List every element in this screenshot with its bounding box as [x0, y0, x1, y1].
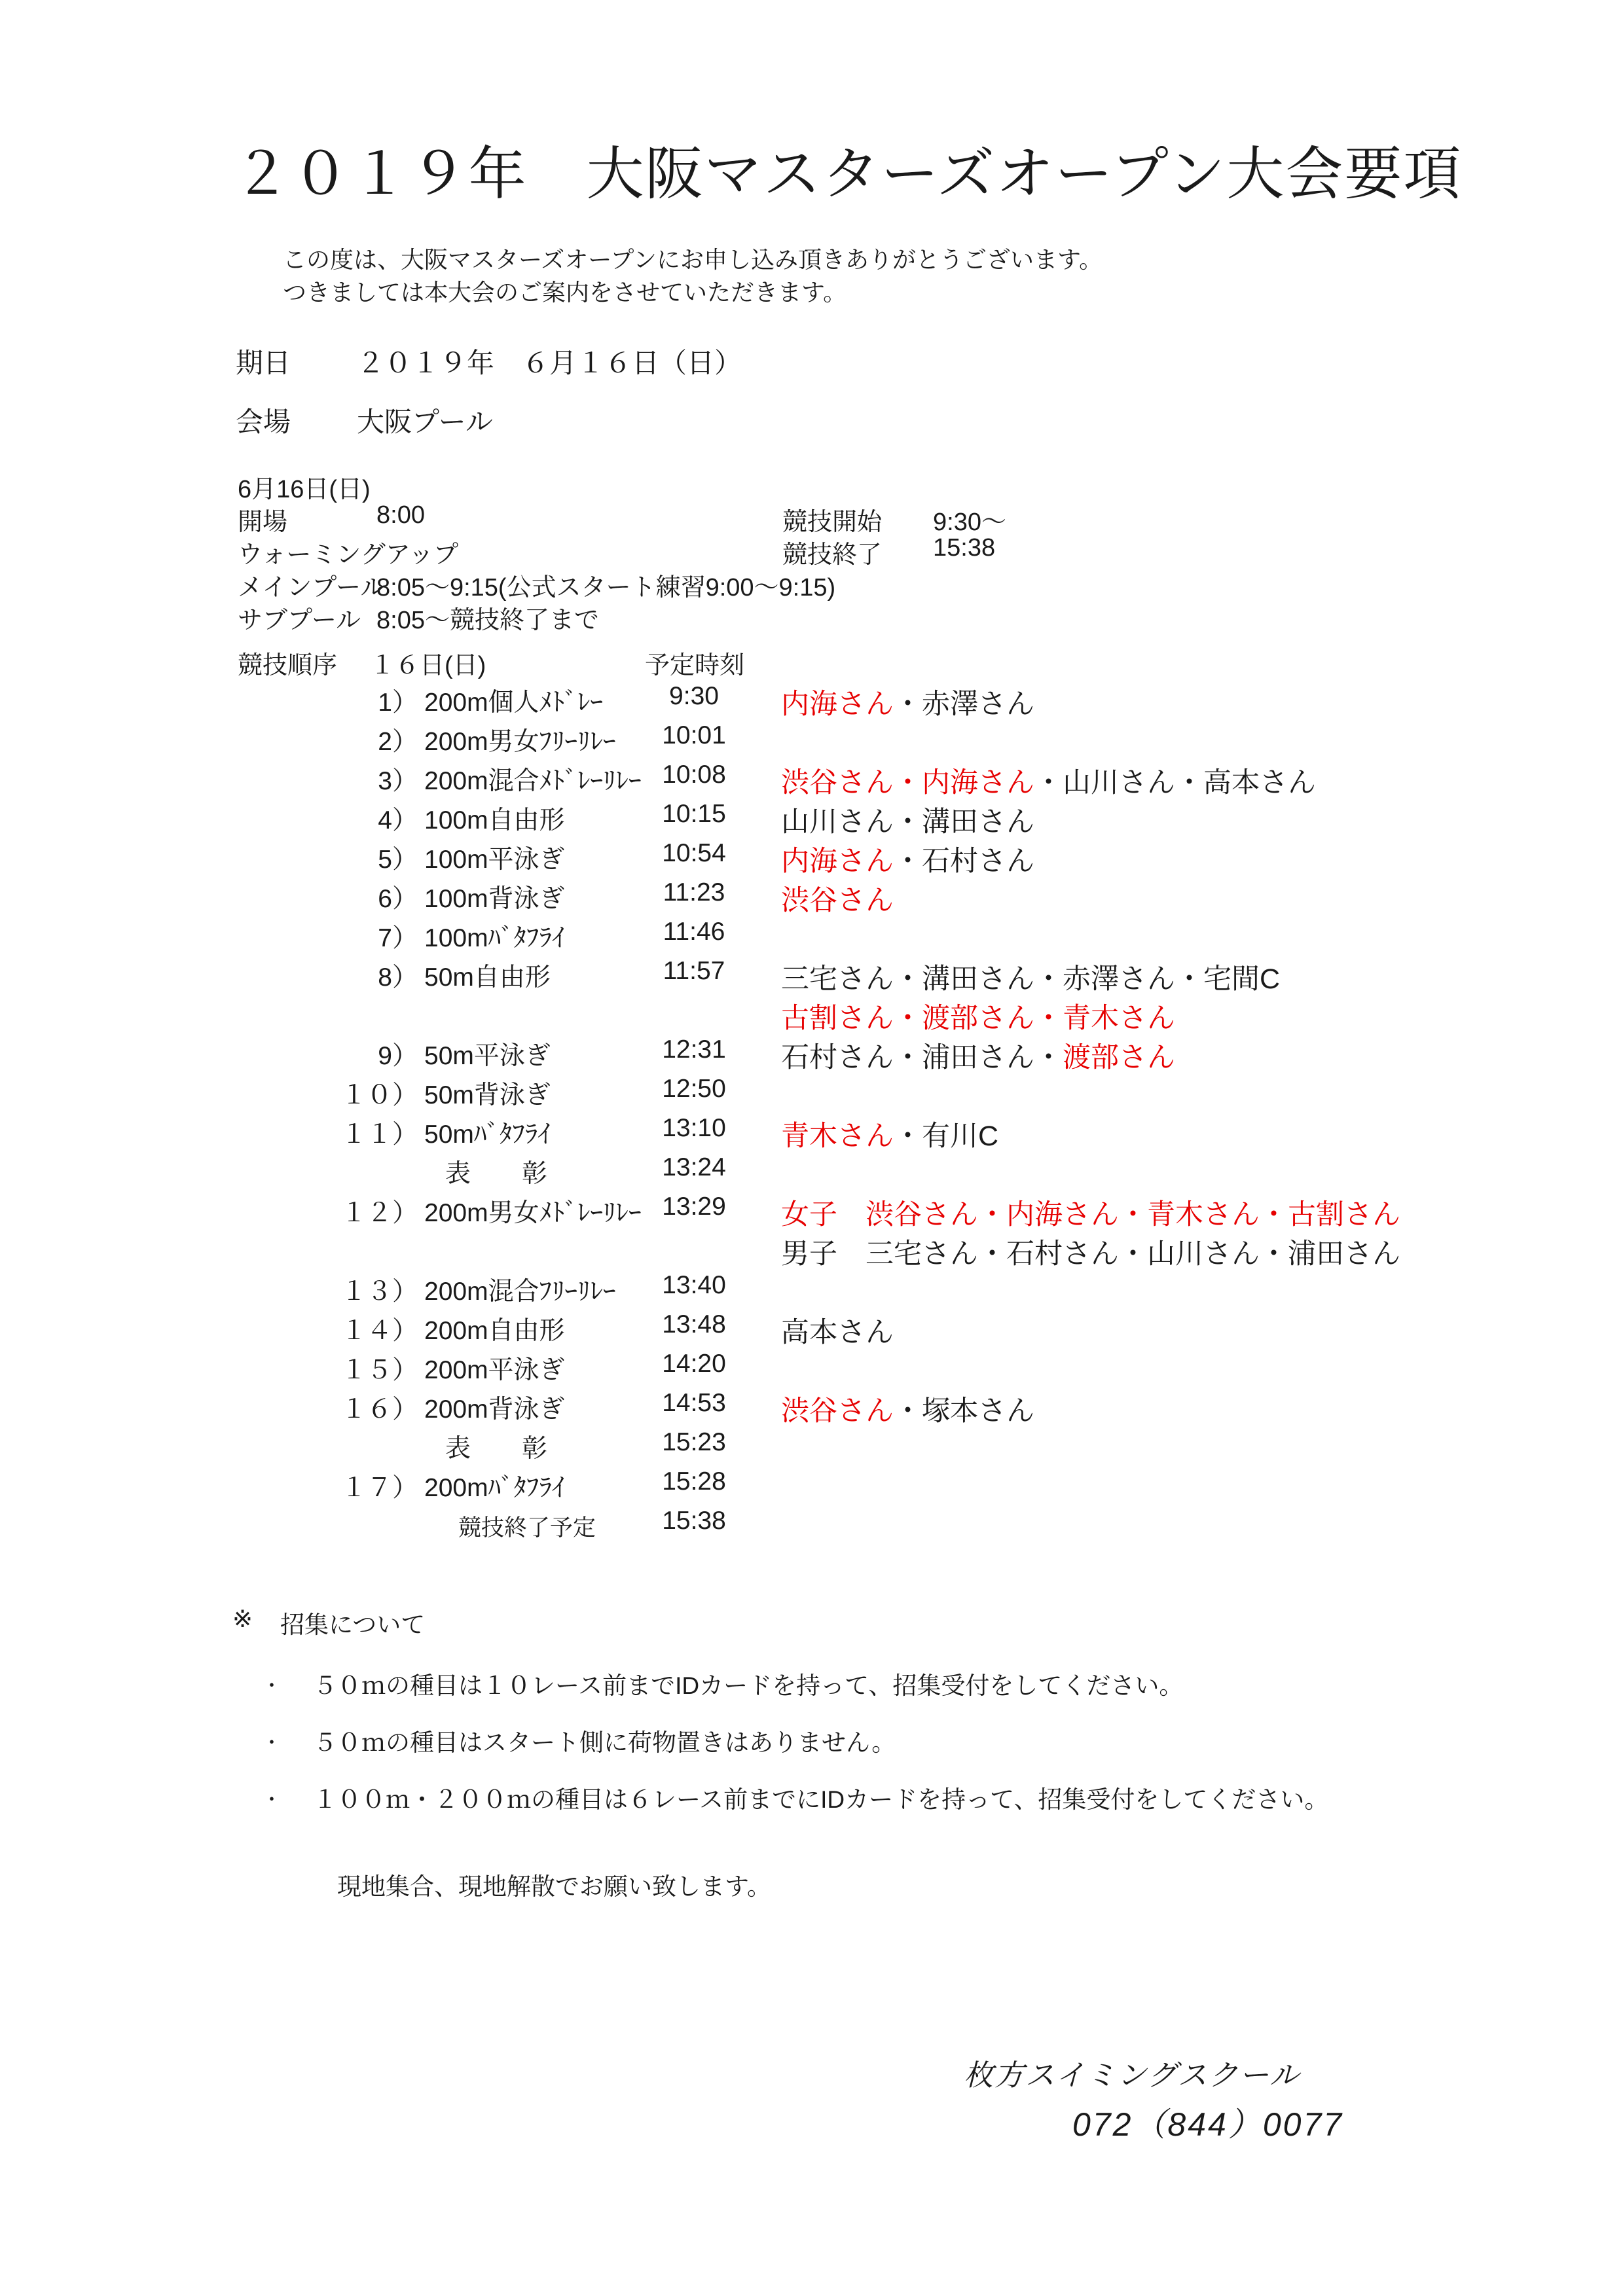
entrant-name: 内海さん [781, 846, 894, 877]
event-number: 6） [378, 885, 418, 913]
event-name: 競技終了予定 [458, 1515, 596, 1541]
entrant-name: 男子 三宅さん・石村さん・山川さん・浦田さん [781, 1238, 1400, 1270]
schedule-row [0, 567, 1623, 600]
note-text: １００ｍ・２００ｍの種目は６レース前までにIDカードを持って、招集受付をしてください。 [313, 1786, 1329, 1813]
finish-time: 15:38 [933, 534, 996, 562]
schedule-date-row [0, 469, 1623, 501]
event-row [0, 721, 1623, 761]
venue-label: 会場 [236, 406, 291, 437]
entrant-name: 渋谷さん [781, 885, 894, 916]
organizer-phone: 072（844）0077 [1072, 2106, 1344, 2143]
event-name: 200m個人ﾒﾄﾞﾚｰ [424, 689, 604, 717]
entrant-name: 古割さん・渡部さん・青木さん [781, 1003, 1175, 1034]
event-row [0, 1310, 1623, 1350]
entrant-name: ・山川さん・高本さん [1034, 767, 1316, 798]
event-time: 10:08 [662, 761, 726, 789]
event-time: 15:38 [662, 1507, 726, 1535]
start-label: 競技開始 [782, 509, 883, 536]
entrant-name: 渋谷さん [781, 1395, 894, 1427]
page-title: ２０１９年 大阪マスターズオープン大会要項 [232, 141, 1463, 206]
note-text: ５０ｍの種目はスタート側に荷物置きはありません。 [313, 1729, 896, 1756]
entrants [781, 1114, 998, 1154]
event-time: 13:40 [662, 1271, 726, 1299]
event-row [0, 1193, 1623, 1232]
venue-value: 大阪プール [357, 406, 493, 437]
venue-row [0, 401, 1623, 435]
event-time: 9:30 [669, 682, 719, 710]
events-time-label: 予定時刻 [645, 652, 745, 679]
event-name: 200m男女ﾌﾘｰﾘﾚｰ [424, 728, 616, 756]
entrants [781, 1193, 1400, 1232]
entrant-name: 女子 渋谷さん・内海さん・青木さん・古割さん [781, 1199, 1400, 1230]
event-number: 4） [378, 806, 418, 834]
event-time: 11:57 [663, 957, 725, 985]
event-row [0, 800, 1623, 839]
entrant-name: 内海さん [781, 689, 894, 720]
event-row [0, 1467, 1623, 1507]
event-name: 200m男女ﾒﾄﾞﾚｰﾘﾚｰ [424, 1199, 642, 1227]
event-name: 表 彰 [445, 1435, 548, 1463]
event-name: 50m自由形 [424, 963, 551, 992]
end-of-competition-row [0, 1507, 1623, 1546]
event-time: 10:15 [662, 800, 726, 828]
event-number: １４） [340, 1317, 418, 1345]
event-name: 200m混合ﾒﾄﾞﾚｰﾘﾚｰ [424, 767, 642, 795]
entrants [781, 1310, 894, 1350]
entrant-name: ・有川C [894, 1121, 999, 1152]
schedule-row [0, 600, 1623, 632]
intro-paragraph [283, 243, 1103, 309]
event-time: 13:24 [662, 1153, 726, 1181]
entrants [781, 839, 1034, 879]
event-name: 50mﾊﾞﾀﾌﾗｲ [424, 1121, 551, 1149]
event-number: １３） [340, 1278, 418, 1306]
event-time: 11:46 [663, 918, 725, 946]
intro-line: つきましては本大会のご案内をさせていただきます。 [283, 279, 847, 306]
entrant-name: 山川さん・溝田さん [781, 806, 1034, 838]
event-time: 13:10 [662, 1114, 726, 1142]
mainpool-time: 8:05～9:15(公式スタート練習9:00～9:15) [376, 574, 836, 601]
event-time: 13:29 [662, 1193, 726, 1221]
event-row [0, 957, 1623, 996]
event-row [0, 918, 1623, 957]
date-label: 期日 [236, 348, 291, 378]
event-time: 14:53 [662, 1389, 726, 1417]
event-time: 15:23 [662, 1428, 726, 1456]
entrant-name: 渡部さん [1063, 1042, 1175, 1073]
entrants [781, 957, 1280, 997]
schedule-row [0, 534, 1623, 567]
closing-note: 現地集合、現地解散でお願い致します。 [337, 1873, 772, 1900]
event-row [0, 1075, 1623, 1114]
entrants-continuation-row [0, 1232, 1623, 1271]
entrants [781, 1389, 1034, 1429]
event-name: 200mﾊﾞﾀﾌﾗｲ [424, 1474, 565, 1502]
event-number: 3） [378, 767, 418, 795]
event-name: 100m自由形 [424, 806, 565, 834]
note-marker: ※ [232, 1605, 253, 1632]
organizer-name: 枚方スイミングスクール [964, 2058, 1300, 2092]
event-row [0, 878, 1623, 918]
entrants [781, 878, 894, 918]
event-number: １６） [340, 1395, 418, 1424]
event-name: 100m平泳ぎ [424, 846, 565, 874]
events-order-label: 競技順序 [238, 652, 338, 679]
event-time: 12:50 [662, 1075, 726, 1103]
event-number: 9） [378, 1042, 418, 1070]
event-number: １７） [340, 1474, 418, 1502]
event-name: 50m平泳ぎ [424, 1042, 551, 1070]
date-row [0, 342, 1623, 376]
award-row [0, 1428, 1623, 1467]
event-number: 2） [378, 728, 418, 756]
entrant-name: 石村さん・浦田さん・ [781, 1042, 1063, 1073]
event-time: 15:28 [662, 1467, 726, 1496]
event-row [0, 1389, 1623, 1428]
open-time: 8:00 [376, 501, 425, 529]
bullet-icon: ・ [262, 1676, 282, 1697]
entrants [781, 800, 1034, 840]
entrants [781, 1232, 1400, 1272]
events-header [0, 645, 1623, 684]
entrants [781, 996, 1175, 1036]
event-row [0, 1035, 1623, 1075]
event-time: 13:48 [662, 1310, 726, 1338]
event-name: 100mﾊﾞﾀﾌﾗｲ [424, 924, 565, 952]
event-time: 10:01 [662, 721, 726, 749]
entrants [781, 761, 1316, 800]
subpool-label: サブプール [238, 607, 361, 634]
events-date-label: １６日(日) [370, 652, 486, 679]
date-value: ２０１９年 ６月１６日（日） [357, 348, 742, 378]
entrant-name: 渋谷さん・内海さん [781, 767, 1034, 798]
event-time: 12:31 [662, 1035, 726, 1064]
event-name: 50m背泳ぎ [424, 1081, 551, 1109]
start-time: 9:30～ [933, 509, 1006, 536]
event-row [0, 1350, 1623, 1389]
event-name: 200m自由形 [424, 1317, 565, 1345]
open-label: 開場 [238, 509, 288, 536]
entrant-name: 青木さん [781, 1121, 894, 1152]
notes-heading: 招集について [280, 1611, 426, 1638]
event-row [0, 761, 1623, 800]
entrants [781, 682, 1034, 722]
event-row [0, 1114, 1623, 1153]
event-name: 200m背泳ぎ [424, 1395, 565, 1424]
warmup-label: ウォーミングアップ [238, 541, 459, 569]
entrant-name: ・赤澤さん [894, 689, 1034, 720]
event-number: 7） [378, 924, 418, 952]
events-table [0, 682, 1623, 1546]
entrant-name: 三宅さん・溝田さん・赤澤さん・宅間C [781, 963, 1281, 995]
event-time: 14:20 [662, 1350, 726, 1378]
subpool-time: 8:05～競技終了まで [376, 607, 599, 634]
entrant-name: ・塚本さん [894, 1395, 1034, 1427]
event-name: 100m背泳ぎ [424, 885, 565, 913]
entrant-name: ・石村さん [894, 846, 1034, 877]
award-row [0, 1153, 1623, 1193]
note-text: ５０ｍの種目は１０レース前までIDカードを持って、招集受付をしてください。 [313, 1672, 1184, 1699]
event-row [0, 839, 1623, 878]
schedule-date: 6月16日(日) [238, 476, 371, 503]
bullet-icon: ・ [262, 1732, 282, 1754]
event-name: 200m混合ﾌﾘｰﾘﾚｰ [424, 1278, 616, 1306]
event-name: 200m平泳ぎ [424, 1356, 565, 1384]
finish-label: 競技終了 [782, 541, 883, 569]
event-number: １０） [340, 1081, 418, 1109]
event-number: 5） [378, 846, 418, 874]
event-row [0, 682, 1623, 721]
entrant-name: 高本さん [781, 1317, 894, 1348]
event-number: 8） [378, 963, 418, 992]
schedule-row [0, 501, 1623, 534]
entrants [781, 1035, 1175, 1075]
event-name: 表 彰 [445, 1160, 548, 1188]
bullet-icon: ・ [262, 1789, 282, 1811]
event-number: １５） [340, 1356, 418, 1384]
intro-line: この度は、大阪マスターズオープンにお申し込み頂きありがとうございます。 [283, 246, 1103, 273]
entrants-continuation-row [0, 996, 1623, 1035]
event-time: 10:54 [662, 839, 726, 867]
event-number: 1） [378, 689, 418, 717]
event-row [0, 1271, 1623, 1310]
event-number: １１） [340, 1121, 418, 1149]
mainpool-label: メインプール [238, 574, 386, 601]
event-time: 11:23 [663, 878, 725, 906]
event-number: １２） [340, 1199, 418, 1227]
